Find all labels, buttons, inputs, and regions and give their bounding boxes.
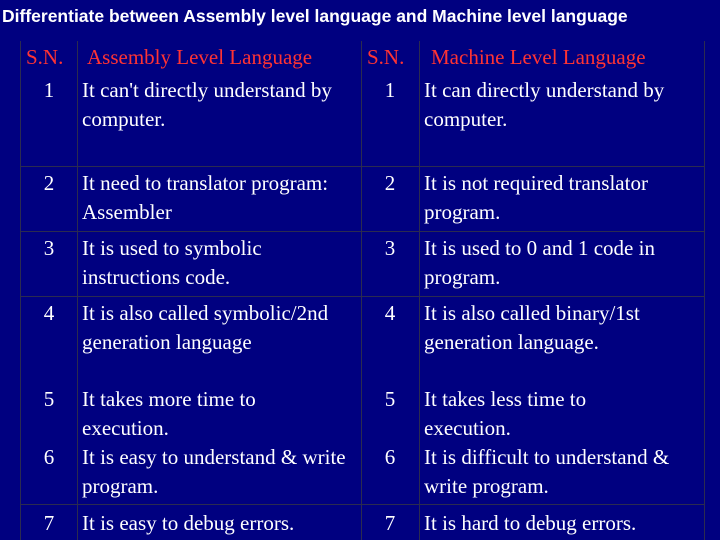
row-1-sn-assembly: 1 [43,78,55,102]
row-6-machine: It is difficult to understand & write program. [424,445,670,498]
row-7-sn-assembly: 7 [43,511,55,535]
row-2-machine: It is not required translator program. [424,171,648,224]
row-3-assembly: It is used to symbolic instructions code. [82,236,262,289]
row-3-machine: It is used to 0 and 1 code in program. [424,236,655,289]
comparison-table [20,41,705,540]
row-4-sn-machine: 4 [384,301,396,325]
row-1-assembly: It can't directly understand by computer. [82,78,332,131]
row-2-sn-assembly: 2 [43,171,55,195]
row-1-sn-machine: 1 [384,78,396,102]
row-5-machine: It takes less time to execution. [424,387,587,440]
row-2-sn-machine: 2 [384,171,396,195]
row-7-sn-machine: 7 [384,511,396,535]
row-divider [21,166,705,167]
row-6-sn-assembly: 6 [43,445,55,469]
header-machine-language: Machine Level Language [431,45,646,69]
row-4-assembly: It is also called symbolic/2nd generation language [82,301,329,354]
row-3-sn-assembly: 3 [43,236,55,260]
row-6-assembly: It is easy to understand & write program. [82,445,346,498]
column-divider [77,41,78,540]
row-1-machine: It can directly understand by computer. [424,78,665,131]
row-3-sn-machine: 3 [384,236,396,260]
header-assembly-language: Assembly Level Language [87,45,313,69]
row-5-sn-assembly: 5 [43,387,55,411]
header-sn-assembly: S.N. [26,45,64,69]
row-7-machine: It is hard to debug errors. [424,511,637,535]
row-divider [21,504,705,505]
slide-title: Differentiate between Assembly level language and Machine level language [2,6,628,26]
column-divider [419,41,420,540]
row-divider [21,296,705,297]
header-sn-machine: S.N. [367,45,405,69]
row-6-sn-machine: 6 [384,445,396,469]
row-4-sn-assembly: 4 [43,301,55,325]
row-5-sn-machine: 5 [384,387,396,411]
row-2-assembly: It need to translator program: Assembler [82,171,329,224]
row-4-machine: It is also called binary/1st generation language. [424,301,640,354]
row-7-assembly: It is easy to debug errors. [82,511,295,535]
row-5-assembly: It takes more time to execution. [82,387,256,440]
row-divider [21,231,705,232]
